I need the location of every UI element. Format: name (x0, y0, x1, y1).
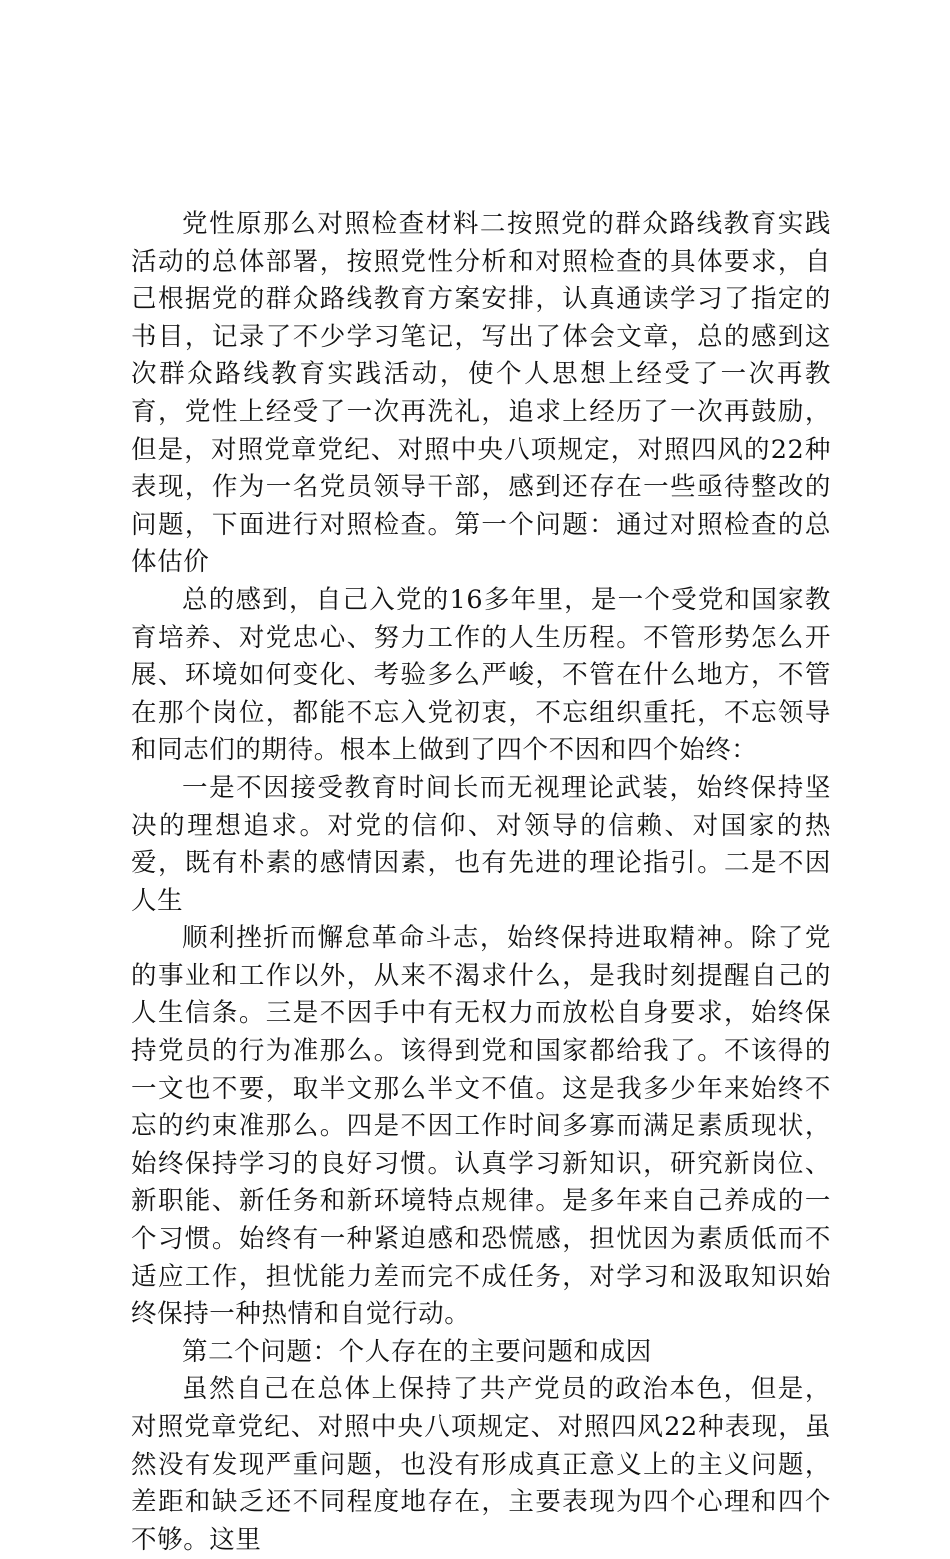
paragraph-overall-assessment: 总的感到，自己入党的16多年里，是一个受党和国家教育培养、对党忠心、努力工作的人生历程。不管形势怎么开展、环境如何变化、考验多么严峻，不管在什么地方，不管在那个岗位，都能不忘入党初衷，不忘组织重托，不忘领导和同志们的期待。根本上做到了四个不因和四个始终： (131, 584, 831, 766)
section-heading-second-question: 第二个问题：个人存在的主要问题和成因 (182, 1336, 652, 1367)
paragraph-problems: 虽然自己在总体上保持了共产党员的政治本色，但是，对照党章党纪、对照中央八项规定、对照四风22种表现，虽然没有发现严重问题，也没有形成真正意义上的主义问题，差距和缺乏还不同程度地存在，主要表现为四个心理和四个不够。这里 (131, 1374, 831, 1555)
document-body (131, 206, 831, 1559)
paragraph-intro: 党性原那么对照检查材料二按照党的群众路线教育实践活动的总体部署，按照党性分析和对照检查的具体要求，自己根据党的群众路线教育方案安排，认真通读学习了指定的书目，记录了不少学习笔记，写出了体会文章，总的感到这次群众路线教育实践活动，使个人思想上经受了一次再教育，党性上经受了一次再洗礼，追求上经历了一次再鼓励，但是，对照党章党纪、对照中央八项规定，对照四风的22种表现，作为一名党员领导干部，感到还存在一些亟待整改的问题，下面进行对照检查。第一个问题：通过对照检查的总体估价 (131, 209, 831, 578)
paragraph-points-two-to-four: 顺利挫折而懈怠革命斗志，始终保持进取精神。除了党的事业和工作以外，从来不渴求什么，是我时刻提醒自己的人生信条。三是不因手中有无权力而放松自身要求，始终保持党员的行为准那么。该得到党和国家都给我了。不该得的一文也不要，取半文那么半文不值。这是我多少年来始终不忘的约束准那么。四是不因工作时间多寡而满足素质现状，始终保持学习的良好习惯。认真学习新知识，研究新岗位、新职能、新任务和新环境特点规律。是多年来自己养成的一个习惯。始终有一种紧迫感和恐慌感，担忧因为素质低而不适应工作，担忧能力差而完不成任务，对学习和汲取知识始终保持一种热情和自觉行动。 (131, 923, 831, 1330)
paragraph-point-one: 一是不因接受教育时间长而无视理论武装，始终保持坚决的理想追求。对党的信仰、对领导的信赖、对国家的热爱，既有朴素的感情因素，也有先进的理论指引。二是不因人生 (131, 772, 831, 916)
